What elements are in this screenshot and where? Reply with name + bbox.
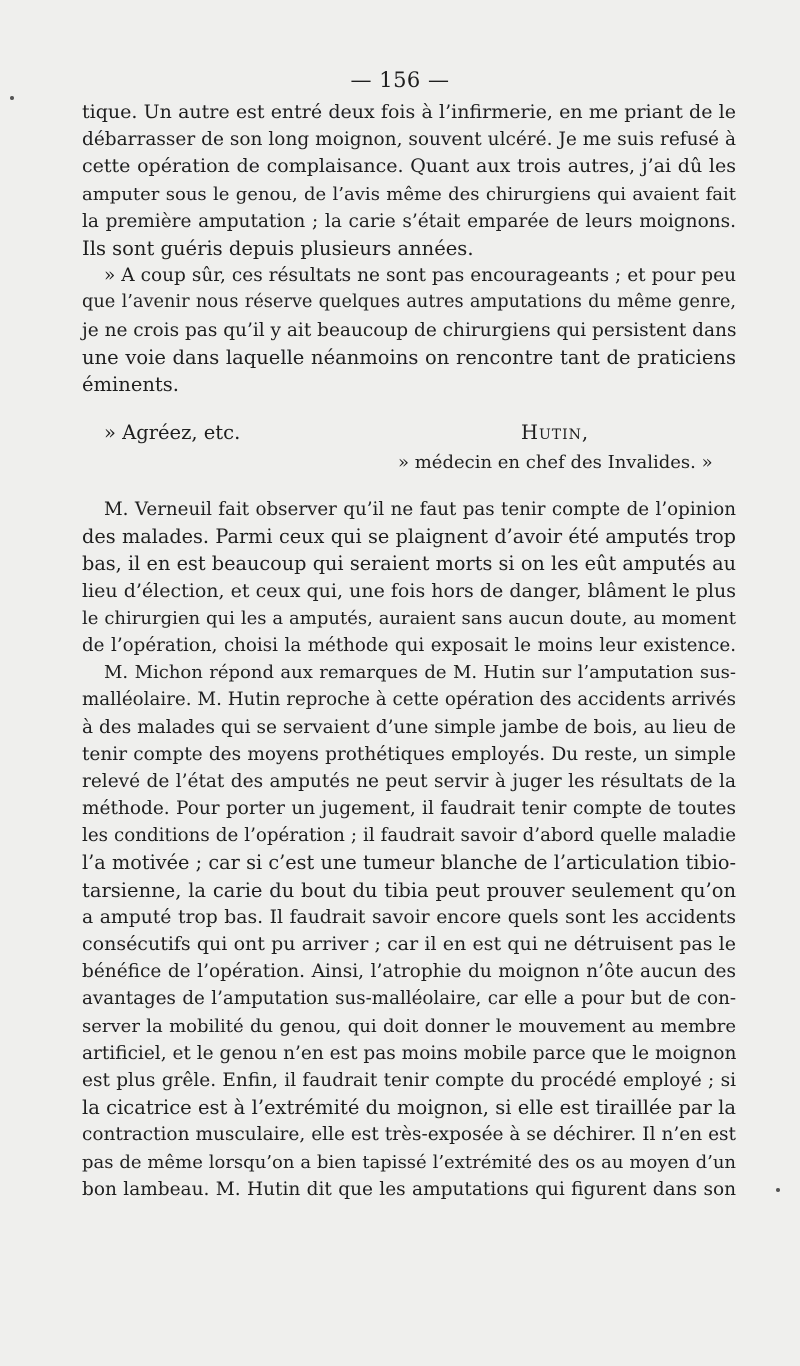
ink-speck <box>776 1188 780 1192</box>
closing-formula: » Agréez, etc. <box>104 421 241 444</box>
text-line: M. Michon répond aux remarques de M. Hutin sur l’amputation sus- <box>104 662 736 684</box>
text-line: la première amputation ; la carie s’était emparée de leurs moignons. <box>82 210 736 232</box>
text-line: à des malades qui se servaient d’une simple jambe de bois, au lieu de <box>82 716 736 738</box>
text-line: de l’opération, choisi la méthode qui exposait le moins leur existence. <box>82 634 736 656</box>
text-line: M. Verneuil fait observer qu’il ne faut pas tenir compte de l’opinion <box>104 499 736 520</box>
text-line: malléolaire. M. Hutin reproche à cette opération des accidents arrivés <box>82 689 736 711</box>
page-number: — 156 — <box>350 68 450 92</box>
text-line: Ils sont guéris depuis plusieurs années. <box>82 236 474 260</box>
text-line: tique. Un autre est entré deux fois à l’infirmerie, en me priant de le <box>82 101 736 123</box>
text-line: artificiel, et le genou n’en est pas moins mobile parce que le moignon <box>82 1042 737 1064</box>
text-line: server la mobilité du genou, qui doit donner le mouvement au membre <box>82 1015 736 1037</box>
ink-speck <box>10 96 14 100</box>
text-line: une voie dans laquelle néanmoins on rencontre tant de praticiens <box>82 345 736 369</box>
signature-row <box>104 421 744 451</box>
text-line: le chirurgien qui les a amputés, auraient sans aucun doute, au moment <box>82 607 736 629</box>
text-line: éminents. <box>82 372 179 396</box>
text-line: l’a motivée ; car si c’est une tumeur blanche de l’articulation tibio- <box>82 851 736 875</box>
text-line: des malades. Parmi ceux qui se plaignent d’avoir été amputés trop <box>82 525 736 549</box>
text-line: tarsienne, la carie du bout du tibia peut prouver seulement qu’on <box>82 878 736 902</box>
signature-author: Hutin, <box>521 421 590 444</box>
text-line: cette opération de complaisance. Quant aux trois autres, j’ai dû les <box>82 155 736 178</box>
text-line: contraction musculaire, elle est très-exposée à se déchirer. Il n’en est <box>82 1124 736 1146</box>
text-line: consécutifs qui ont pu arriver ; car il en est qui ne détruisent pas le <box>82 933 736 955</box>
text-line: avantages de l’amputation sus-malléolaire, car elle a pour but de con- <box>82 988 736 1010</box>
text-line: les conditions de l’opération ; il faudrait savoir d’abord quelle maladie <box>82 825 736 847</box>
text-line: méthode. Pour porter un jugement, il faudrait tenir compte de toutes <box>82 798 736 820</box>
text-line: » A coup sûr, ces résultats ne sont pas encourageants ; et pour peu <box>104 265 736 287</box>
text-line: bénéfice de l’opération. Ainsi, l’atrophie du moignon n’ôte aucun des <box>82 961 736 983</box>
text-line: tenir compte des moyens prothétiques employés. Du reste, un simple <box>82 743 736 765</box>
text-line: est plus grêle. Enfin, il faudrait tenir compte du procédé employé ; si <box>82 1069 736 1091</box>
text-line: que l’avenir nous réserve quelques autres amputations du même genre, <box>82 292 736 313</box>
text-line: pas de même lorsqu’on a bien tapissé l’extrémité des os au moyen d’un <box>82 1151 736 1173</box>
text-line: je ne crois pas qu’il y ait beaucoup de chirurgiens qui persistent dans <box>82 319 737 341</box>
letter-body <box>82 99 736 398</box>
text-line: bon lambeau. M. Hutin dit que les amputations qui figurent dans son <box>82 1178 736 1200</box>
text-line: lieu d’élection, et ceux qui, une fois hors de danger, blâment le plus <box>82 579 736 602</box>
text-line: amputer sous le genou, de l’avis même des chirurgiens qui avaient fait <box>82 183 736 205</box>
text-line: a amputé trop bas. Il faudrait savoir encore quels sont les accidents <box>82 906 736 928</box>
text-line: la cicatrice est à l’extrémité du moignon, si elle est tiraillée par la <box>82 1096 736 1120</box>
text-line: débarrasser de son long moignon, souvent ulcéré. Je me suis refusé à <box>82 129 736 151</box>
discussion-body <box>82 496 736 1203</box>
text-line: bas, il en est beaucoup qui seraient morts si on les eût amputés au <box>82 552 736 576</box>
signature-title: » médecin en chef des Invalides. » <box>398 452 713 473</box>
text-line: relevé de l’état des amputés ne peut servir à juger les résultats de la <box>82 770 736 792</box>
